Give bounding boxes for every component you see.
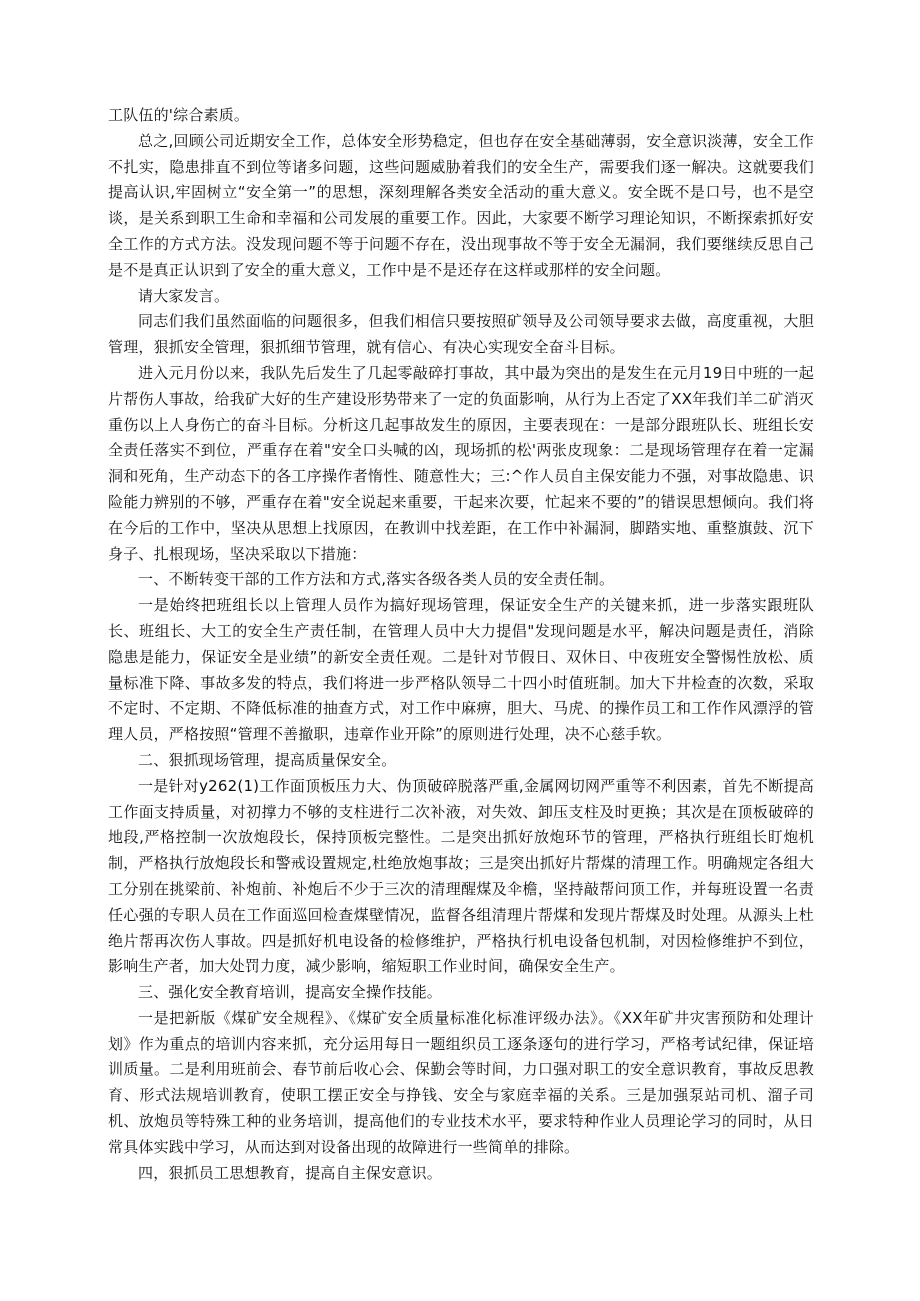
section-heading-2: 二、狠抓现场管理，提高质量保安全。 (138, 750, 397, 769)
paragraph-3: 请大家发言。 (138, 286, 230, 305)
section-heading-1: 一、不断转变干部的工作方法和方式,落实各级各类人员的安全责任制。 (138, 570, 615, 589)
section-heading-3: 三、强化安全教育培训，提高安全操作技能。 (138, 983, 443, 1002)
document-body (108, 103, 814, 1186)
paragraph-1: 工队伍的'综合素质。 (108, 106, 250, 124)
paragraph-8: 一是把新版《煤矿安全规程》、《煤矿安全质量标准化标准评级办法》。《XX年矿井灾害预防和处理计划》作为重点的培训内容来抓，充分运用每日一题组织员工逐条逐句的进行学习，严格考试纪律，保证培训质量。二是利用班前会、春节前后收心会、保勤会等时间，力口强对职工的安全意识教育，事故反思教育、形式法规培训教育，使职工摆正安全与挣钱、安全与家庭幸福的关系。三是加强泵站司机、溜子司机、放炮员等特殊工种的业务培训，提高他们的专业技术水平，要求特种作业人员理论学习的同时，从日常具体实践中学习，从而达到对设备出现的故障进行一些简单的排除。 (108, 1008, 814, 1156)
paragraph-5: 进入元月份以来，我队先后发生了几起零敲碎打事故，其中最为突出的是发生在元月19日中班的一起片帮伤人事故，给我矿大好的生产建设形势带来了一定的负面影响，从行为上否定了XX年我们羊二矿消灭重伤以上人身伤亡的奋斗目标。分析这几起事故发生的原因，主要表现在：一是部分跟班队长、班组长安全责任落实不到位，严重存在着"安全口头喊的凶，现场抓的松'两张皮现象：二是现场管理存在着一定漏洞和死角，生产动态下的各工序操作者惰性、随意性大；三:^作人员自主保安能力不强，对事故隐患、识险能力辨别的不够，严重存在着"安全说起来重要，干起来次要，忙起来不要的”的错误思想倾向。我们将在今后的工作中，坚决从思想上找原因，在教训中找差距，在工作中补漏洞，脚踏实地、重整旗鼓、沉下身子、扎根现场，坚决采取以下措施： (108, 363, 814, 563)
paragraph-6: 一是始终把班组长以上管理人员作为搞好现场管理，保证安全生产的关键来抓，进一步落实跟班队长、班组长、大工的安全生产责任制，在管理人员中大力提倡"发现问题是水平，解决问题是责任，消除隐患是能力，保证安全是业绩”的新安全责任观。二是针对节假日、双休日、中夜班安全警惕性放松、质量标准下降、事故多发的特点，我们将进一步严格队领导二十四小时值班制。加大下井检查的次数，采取不定时、不定期、不降低标准的抽查方式，对工作中麻痹，胆大、马虎、的操作员工和工作作风漂浮的管理人员，严格按照“管理不善撤职，违章作业开除”的原则进行处理，决不心慈手软。 (108, 596, 814, 744)
paragraph-4: 同志们我们虽然面临的问题很多，但我们相信只要按照矿领导及公司领导要求去做，高度重视，大胆管理，狠抓安全管理，狠抓细节管理，就有信心、有决心实现安全奋斗目标。 (108, 312, 814, 357)
paragraph-7: 一是针对y262(1)工作面顶板压力大、伪顶破碎脱落严重,金属网切网严重等不利因素，首先不断提高工作面支持质量，对初撑力不够的支柱进行二次补液，对失效、卸压支柱及时更换；其次是在顶板破碎的地段,严格控制一次放炮段长，保持顶板完整性。二是突出抓好放炮环节的管理，严格执行班组长盯炮机制，严格执行放炮段长和警戒设置规定,杜绝放炮事故；三是突出抓好片帮煤的清理工作。明确规定各组大工分别在挑梁前、补炮前、补炮后不少于三次的清理醒煤及伞檐，坚持敲帮问顶工作，并每班设置一名责任心强的专职人员在工作面巡回检查煤壁情况，监督各组清理片帮煤和发现片帮煤及时处理。从源头上杜绝片帮再次伤人事故。四是抓好机电设备的检修维护，严格执行机电设备包机制，对因检修维护不到位，影响生产者，加大处罚力度，减少影响，缩短职工作业时间，确保安全生产。 (108, 776, 814, 976)
paragraph-2: 总之,回顾公司近期安全工作，总体安全形势稳定，但也存在安全基础薄弱，安全意识淡薄，安全工作不扎实，隐患排直不到位等诸多问题，这些问题威胁着我们的安全生产，需要我们逐一解决。这就要我们提高认识,牢固树立“安全第一”的思想，深刻理解各类安全活动的重大意义。安全既不是口号，也不是空谈，是关系到职工生命和幸福和公司发展的重要工作。因此，大家要不断学习理论知识，不断探索抓好安全工作的方式方法。没发现问题不等于问题不存在，没出现事故不等于安全无漏洞，我们要继续反思自己是不是真正认识到了安全的重大意义，工作中是不是还存在这样或那样的安全问题。 (108, 131, 814, 279)
section-heading-4: 四，狠抓员工思想教育，提高自主保安意识。 (138, 1163, 443, 1182)
